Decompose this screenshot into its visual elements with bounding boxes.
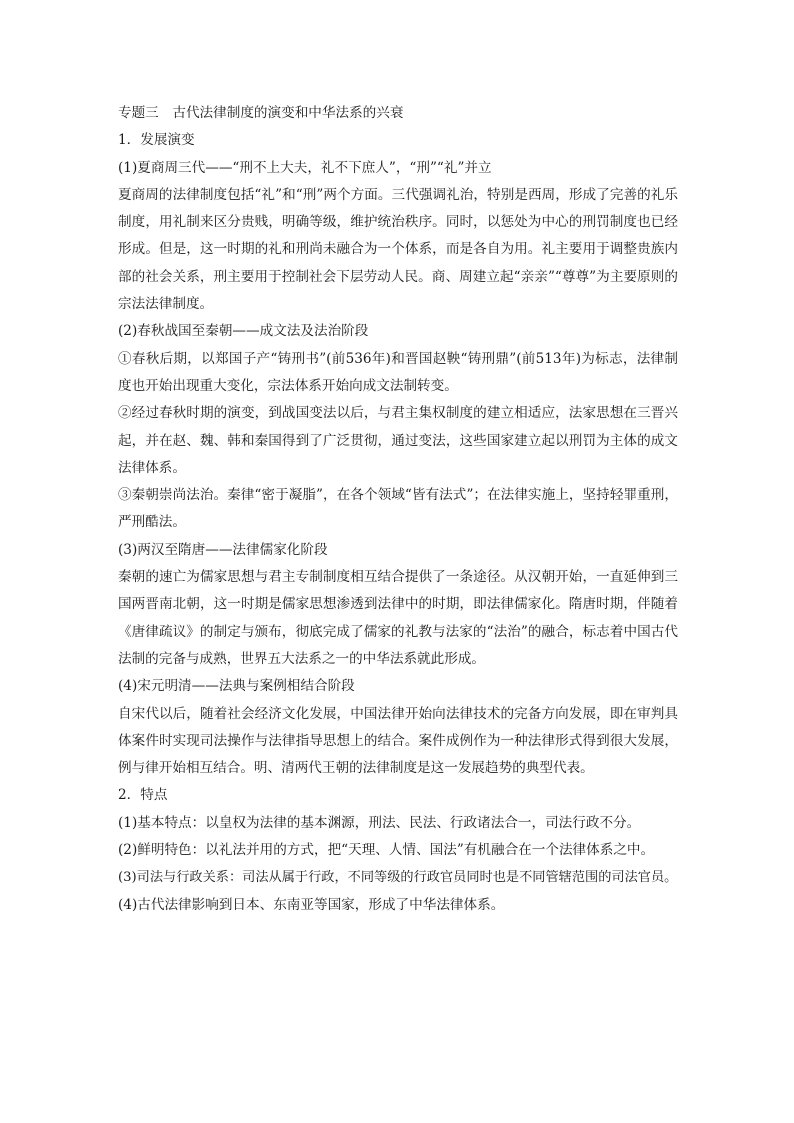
stage-heading-han-sui-tang: (3)两汉至隋唐——法律儒家化阶段 <box>118 541 328 558</box>
feature-influence: (4)古代法律影响到日本、东南亚等国家，形成了中华法律体系。 <box>118 896 505 913</box>
feature-distinctive: (2)鲜明特色：以礼法并用的方式，把“天理、人情、国法”有机融合在一个法律体系之中。 <box>118 842 655 859</box>
paragraph-han-sui-tang: 秦朝的速亡为儒家思想与君主专制制度相互结合提供了一条途径。从汉朝开始，一直延伸到三国两晋南北朝，这一时期是儒家思想渗透到法律中的时期，即法律儒家化。隋唐时期，伴随着《唐律疏议》的制定与颁布，彻底完成了儒家的礼教与法家的“法治”的融合，标志着中国古代法制的完备与成熟，世界五大法系之一的中华法系就此形成。 <box>118 569 678 667</box>
stage-heading-xia-shang-zhou: (1)夏商周三代——“刑不上大夫，礼不下庶人”，“刑”“礼”并立 <box>118 159 492 176</box>
paragraph-xia-shang-zhou: 夏商周的法律制度包括“礼”和“刑”两个方面。三代强调礼治，特别是西周，形成了完善的礼乐制度，用礼制来区分贵贱，明确等级，维护统治秩序。同时，以惩处为中心的刑罚制度也已经形成。但是，这一时期的礼和刑尚未融合为一个体系，而是各自为用。礼主要用于调整贵族内部的社会关系，刑主要用于控制社会下层劳动人民。商、周建立起“亲亲”“尊尊”为主要原则的宗法法律制度。 <box>118 186 678 313</box>
stage-heading-song-yuan-ming-qing: (4)宋元明清——法典与案例相结合阶段 <box>118 678 355 695</box>
topic-title: 专题三 古代法律制度的演变和中华法系的兴衰 <box>118 105 404 121</box>
paragraph-qin-point-3: ③秦朝崇尚法治。秦律“密于凝脂”，在各个领域“皆有法式”；在法律实施上，坚持轻罪重刑，严刑酷法。 <box>118 487 678 531</box>
section-heading-features: 2．特点 <box>118 787 168 804</box>
feature-judicial-administrative: (3)司法与行政关系：司法从属于行政，不同等级的行政官员同时也是不同管辖范围的司法官员。 <box>118 870 678 886</box>
stage-heading-spring-autumn-qin: (2)春秋战国至秦朝——成文法及法治阶段 <box>118 323 369 340</box>
section-heading-development: 1．发展演变 <box>118 132 195 149</box>
paragraph-spring-autumn-point-1: ①春秋后期，以郑国子产“铸刑书”(前536年)和晋国赵鞅“铸刑鼎”(前513年)为标志，法律制度也开始出现重大变化，宗法体系开始向成文法制转变。 <box>118 350 678 394</box>
paragraph-warring-states-point-2: ②经过春秋时期的演变，到战国变法以后，与君主集权制度的建立相适应，法家思想在三晋兴起，并在赵、魏、韩和秦国得到了广泛贯彻，通过变法，这些国家建立起以刑罚为主体的成文法律体系。 <box>118 405 678 476</box>
feature-basic: (1)基本特点：以皇权为法律的基本渊源，刑法、民法、行政诸法合一，司法行政不分。 <box>118 814 641 831</box>
document-page <box>118 100 678 919</box>
paragraph-song-yuan-ming-qing: 自宋代以后，随着社会经济文化发展，中国法律开始向法律技术的完备方向发展，即在审判具体案件时实现司法操作与法律指导思想上的结合。案件成例作为一种法律形式得到很大发展，例与律开始相互结合。明、清两代王朝的法律制度是这一发展趋势的典型代表。 <box>118 705 678 777</box>
